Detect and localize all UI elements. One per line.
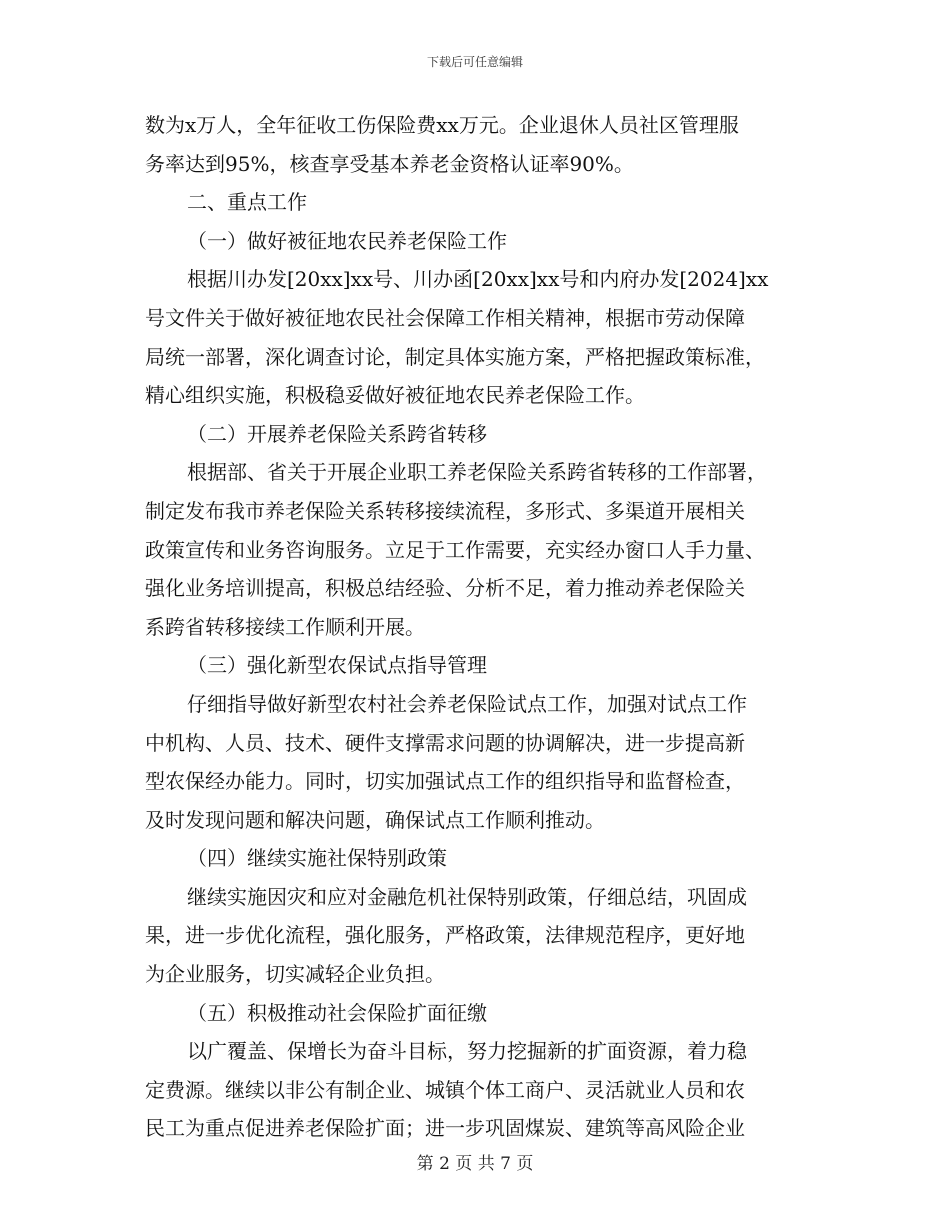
document-body xyxy=(145,106,809,1148)
text-line: 根据川办发[20xx]xx号、川办函[20xx]xx号和内府办发[2024]xx xyxy=(187,267,769,292)
text-line: 仔细指导做好新型农村社会养老保险试点工作，加强对试点工作 xyxy=(187,691,747,716)
text-line: 为企业服务，切实减轻企业负担。 xyxy=(145,962,445,987)
text-line: 型农保经办能力。同时，切实加强试点工作的组织指导和监督检查， xyxy=(145,769,745,794)
text-line: 号文件关于做好被征地农民社会保障工作相关精神，根据市劳动保障 xyxy=(145,305,745,330)
page-header-note: 下载后可任意编辑 xyxy=(426,55,523,69)
text-line: 系跨省转移接续工作顺利开展。 xyxy=(145,614,425,639)
page-number: 第 2 页 共 7 页 xyxy=(416,1154,534,1174)
text-line: （一）做好被征地农民养老保险工作 xyxy=(187,228,507,253)
text-line: （三）强化新型农保试点指导管理 xyxy=(187,653,487,678)
text-line: 根据部、省关于开展企业职工养老保险关系跨省转移的工作部署， xyxy=(187,460,767,485)
text-line: 以广覆盖、保增长为奋斗目标，努力挖掘新的扩面资源，着力稳 xyxy=(187,1039,747,1064)
text-line: 强化业务培训提高，积极总结经验、分析不足，着力推动养老保险关 xyxy=(145,576,745,601)
text-line: （五）积极推动社会保险扩面征缴 xyxy=(187,1000,487,1025)
text-line: 二、重点工作 xyxy=(187,190,307,215)
text-line: 及时发现问题和解决问题，确保试点工作顺利推动。 xyxy=(145,807,605,832)
text-line: （四）继续实施社保特别政策 xyxy=(187,846,447,871)
text-line: 中机构、人员、技术、硬件支撑需求问题的协调解决，进一步提高新 xyxy=(145,730,745,755)
text-line: 果，进一步优化流程，强化服务，严格政策，法律规范程序，更好地 xyxy=(145,923,745,948)
text-line: 政策宣传和业务咨询服务。立足于工作需要，充实经办窗口人手力量、 xyxy=(145,537,765,562)
text-line: 制定发布我市养老保险关系转移接续流程，多形式、多渠道开展相关 xyxy=(145,498,745,523)
text-line: 继续实施因灾和应对金融危机社保特别政策，仔细总结，巩固成 xyxy=(187,884,747,909)
text-line: 民工为重点促进养老保险扩面；进一步巩固煤炭、建筑等高风险企业 xyxy=(145,1116,745,1141)
text-line: 精心组织实施，积极稳妥做好被征地农民养老保险工作。 xyxy=(145,383,645,408)
text-line: 局统一部署，深化调查讨论，制定具体实施方案，严格把握政策标准， xyxy=(145,344,765,369)
text-line: 数为x万人，全年征收工伤保险费xx万元。企业退休人员社区管理服 xyxy=(145,113,739,137)
text-line: 务率达到95%，核查享受基本养老金资格认证率90%。 xyxy=(145,151,634,176)
text-line: （二）开展养老保险关系跨省转移 xyxy=(187,421,487,446)
text-line: 定费源。继续以非公有制企业、城镇个体工商户、灵活就业人员和农 xyxy=(145,1077,745,1102)
